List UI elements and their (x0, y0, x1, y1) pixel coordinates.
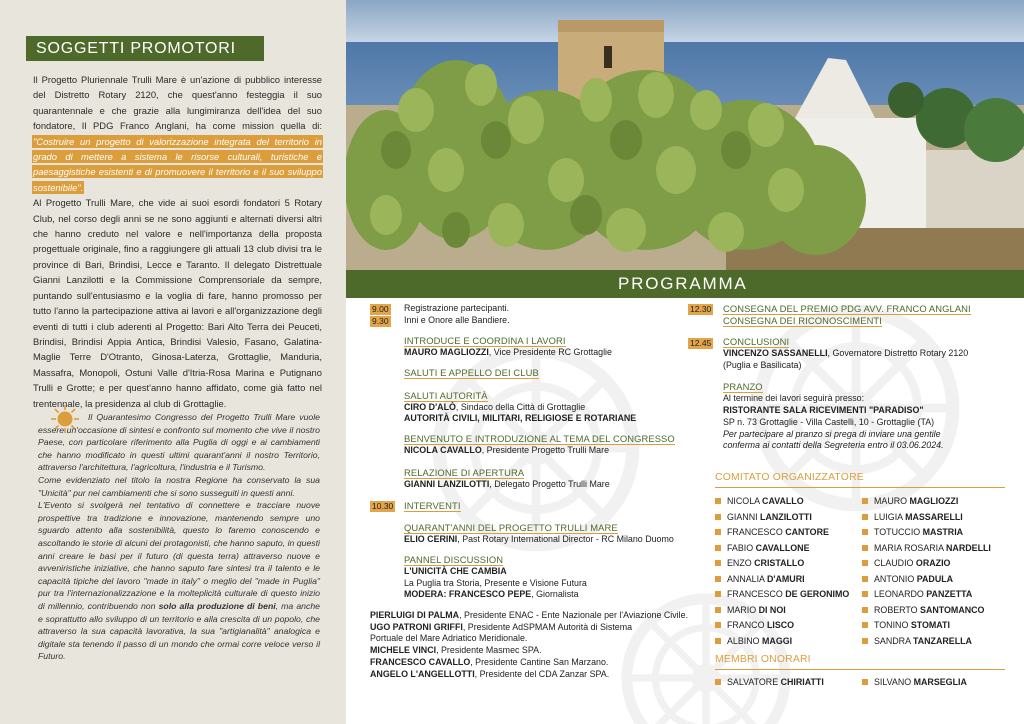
programma-panel (346, 298, 1024, 724)
time-1030: 10.30 (372, 501, 394, 511)
section-pranzo: PRANZO (723, 381, 763, 392)
membri-divider (715, 669, 1005, 670)
comitato-member: MARIA ROSARIA NARDELLI (862, 543, 991, 554)
comitato-member: GIANNI LANZILOTTI (715, 512, 812, 523)
comitato-member: SANDRA TANZARELLA (862, 636, 972, 647)
left-panel (0, 0, 346, 724)
para2-text: Al Progetto Trulli Mare, che vide ai suoi esordi fondatori 5 Rotary Club, nel corso degli anni se ne sono aggiunti e alternati diversi altri che hanno creduto nel valore e nell'importanza della proposta progettuale originale, fino a raggiungere gli attuali 13 club divisi tra le province di Bari, Brindisi, Lecce e Taranto. Il delegato Distrettuale Gianni Lanzilotti e la Commissione Comprensoriale da sempre, puntando sull'entusiasmo e la voglia di fare, hanno promosso per tutto l'anno la partecipazione attiva ai lavori e all'organizzazione degli eventi di tutti i club aderenti al Progetto: Bari Alto Terra dei Peuceti, Brindisi, Brindisi Appia Antica, Brindisi Valesio, Fasano, Galatina-Maglie Terre D'Otranto, Ginosa-Laterza, Grottaglie, Manduria, Massafra, Monopoli, Ostuni Valle d'Itria-Rosa Marina e Putignano Trulli e Grotte; e per quest'anno hanno affidato, come già fatto nel trentennale, la presidenza al club di Grottaglie. (33, 197, 322, 409)
pranzo-l5: conferma ai contatti della Segreteria entro il 03.06.2024. (723, 440, 944, 450)
registrazione: Registrazione partecipanti. (404, 303, 510, 313)
comitato-divider (715, 487, 1005, 488)
section-saluti-autorita: SALUTI AUTORITÀ (404, 390, 488, 401)
section-saluti-club: SALUTI E APPELLO DEI CLUB (404, 367, 539, 378)
italic-para2: Come evidenziato nel titolo la nostra Regione ha conservato la sua "Unicità" pur nei cambiamenti che si sono susseguiti in questi anni. (38, 474, 320, 498)
comitato-member: ANTONIO PADULA (862, 574, 953, 585)
intro-text (33, 72, 322, 411)
congress-description (38, 411, 320, 663)
section-title-soggetti: SOGGETTI PROMOTORI (26, 36, 264, 61)
comitato-member: LUIGIA MASSARELLI (862, 512, 963, 523)
landscape-photo (346, 0, 1024, 270)
comitato-member: NICOLA CAVALLO (715, 496, 804, 507)
s4-line: NICOLA CAVALLO, Presidente Progetto Trulli Mare (404, 445, 609, 455)
section-relazione: RELAZIONE DI APERTURA (404, 467, 525, 478)
section-riconoscimenti: CONSEGNA DEI RICONOSCIMENTI (723, 315, 882, 326)
section-premio: CONSEGNA DEL PREMIO PDG AVV. FRANCO ANGLANI (723, 303, 971, 314)
section-quarantanni: QUARANT'ANNI DEL PROGETTO TRULLI MARE (404, 522, 618, 533)
comitato-member: CLAUDIO ORAZIO (862, 558, 950, 569)
comitato-member: ANNALIA D'AMURI (715, 574, 805, 585)
mission-quote: "Costruire un progetto di valorizzazione integrata del territorio in grado di mettere a sistema le risorse culturali, turistiche e paesaggistiche esistenti e di promuovere il territorio e il suo sviluppo sostenibile". (33, 135, 322, 193)
s3-line2: AUTORITÀ CIVILI, MILITARI, RELIGIOSE E ROTARIANE (404, 413, 637, 423)
comitato-member: FRANCO LISCO (715, 620, 794, 631)
comitato-member: MARIO DI NOI (715, 605, 786, 616)
membro-1: SALVATORE CHIRIATTI (715, 677, 824, 688)
time-900: 9.00 (372, 304, 389, 314)
section-conclusioni: CONCLUSIONI (723, 336, 790, 347)
membri-title: MEMBRI ONORARI (715, 654, 811, 665)
para1-text: Il Progetto Pluriennale Trulli Mare è un'azione di pubblico interesse del Distretto Rotary 2120, che quest'anno festeggia il suo quarantennale e che grazie alla lungimiranza dell'idea del suo fondatore, Il PDG Franco Anglani, ha come mission quella di: (33, 74, 322, 132)
time-930: 9.30 (372, 316, 389, 326)
programma-title: PROGRAMMA (346, 270, 1024, 298)
section-interventi: INTERVENTI (404, 500, 461, 511)
panelist-2: UGO PATRONI GRIFFI, Presidente AdSPMAM Autorità di Sistema (370, 622, 633, 632)
s1-line: MAURO MAGLIOZZI, Vice Presidente RC Grottaglie (404, 347, 612, 357)
section-pannel: PANNEL DISCUSSION (404, 554, 504, 565)
r2-line: VINCENZO SASSANELLI, Governatore Distretto Rotary 2120 (723, 348, 969, 358)
panelist-5: ANGELO L'ANGELLOTTI, Presidente del CDA Zanzar SPA. (370, 669, 610, 679)
time-1245: 12.45 (690, 338, 712, 348)
pranzo-l3: SP n. 73 Grottaglie - Villa Castelli, 10 - Grottaglie (TA) (723, 417, 935, 427)
pranzo-l4: Per partecipare al pranzo si prega di inviare una gentile (723, 429, 941, 439)
panelist-3: MICHELE VINCI, Presidente Masmec SPA. (370, 645, 542, 655)
comitato-title: COMITATO ORGANIZZATORE (715, 472, 864, 483)
s8-mod: MODERA: FRANCESCO PEPE, Giornalista (404, 589, 579, 599)
s5-line: GIANNI LANZILOTTI, Delegato Progetto Trulli Mare (404, 479, 610, 489)
comitato-member: LEONARDO PANZETTA (862, 589, 972, 600)
italic-para1: Il Quarantesimo Congresso del Progetto Trulli Mare vuole essere un'occasione di sintesi e confronto sul momento che vive il nostro Paese, con particolare riferimento alla Puglia di oggi e ai cambiamenti che hanno modificato in questi ultimi quarant'anni il nostro Territorio, attraverso l'architettura, l'agricoltura, l'industria e il Turismo. (38, 412, 320, 473)
comitato-member: TOTUCCIO MASTRIA (862, 527, 963, 538)
panelist-1: PIERLUIGI DI PALMA, Presidente ENAC - Ente Nazionale per l'Aviazione Civile. (370, 610, 689, 620)
section-introduce: INTRODUCE E COORDINA I LAVORI (404, 335, 566, 346)
section-benvenuto: BENVENUTO E INTRODUZIONE AL TEMA DEL CONGRESSO (404, 433, 675, 444)
comitato-member: ALBINO MAGGI (715, 636, 792, 647)
s8-sub: L'UNICITÀ CHE CAMBIA (404, 566, 507, 576)
r2-line2: (Puglia e Basilicata) (723, 360, 802, 370)
pranzo-l2: RISTORANTE SALA RICEVIMENTI "PARADISO" (723, 405, 924, 415)
pranzo-l1: Al termine dei lavori seguirà presso: (723, 393, 865, 403)
comitato-member: FRANCESCO CANTORE (715, 527, 829, 538)
comitato-member: FRANCESCO DE GERONIMO (715, 589, 849, 600)
panelist-2-line2: Portuale del Mare Adriatico Meridionale. (370, 633, 528, 643)
membro-2: SILVANO MARSEGLIA (862, 677, 967, 688)
s7-line: ELIO CERINI, Past Rotary International Director - RC Milano Duomo (404, 534, 674, 544)
comitato-member: ENZO CRISTALLO (715, 558, 804, 569)
time-1230: 12.30 (690, 304, 712, 314)
comitato-member: ROBERTO SANTOMANCO (862, 605, 984, 616)
italic-para3: L'Evento si svolgerà nel tentativo di connettere e tracciare nuove prospettive tra tradizione e innovazione, mantenendo sempre uno sguardo attento alla sostenibilità, questo lo faremo conoscendo e ascoltando le storie di alcuni dei protagonisti, che hanno saputo, in questi anni creare le basi per il futuro (di questa terra) attraverso nuove e avveniristiche iniziative, che hanno saputo fare sintesi tra il talento e le capacità tipiche del lavoro "made in italy" o meglio del "made in Puglia" pur tra l'internazionalizzazione e la molteplicità culturale di questo inizio di millennio, contribuendo non solo alla produzione di beni, ma anche e soprattutto allo sviluppo di un territorio e alla crescita di un popolo, che attraverso la sua capacità lavorativa, la sua "artigianalità" analogica e digitale sta tenendo il passo di un mondo che ormai corre veloce verso il Futuro. (38, 500, 321, 662)
panelist-4: FRANCESCO CAVALLO, Presidente Cantine San Marzano. (370, 657, 609, 667)
s8-desc: La Puglia tra Storia, Presente e Visione Futura (404, 578, 587, 588)
comitato-member: MAURO MAGLIOZZI (862, 496, 958, 507)
s3-line: CIRO D'ALÒ, Sindaco della Città di Grottaglie (404, 402, 586, 412)
comitato-member: TONINO STOMATI (862, 620, 950, 631)
comitato-member: FABIO CAVALLONE (715, 543, 810, 554)
inni: Inni e Onore alle Bandiere. (404, 315, 510, 325)
